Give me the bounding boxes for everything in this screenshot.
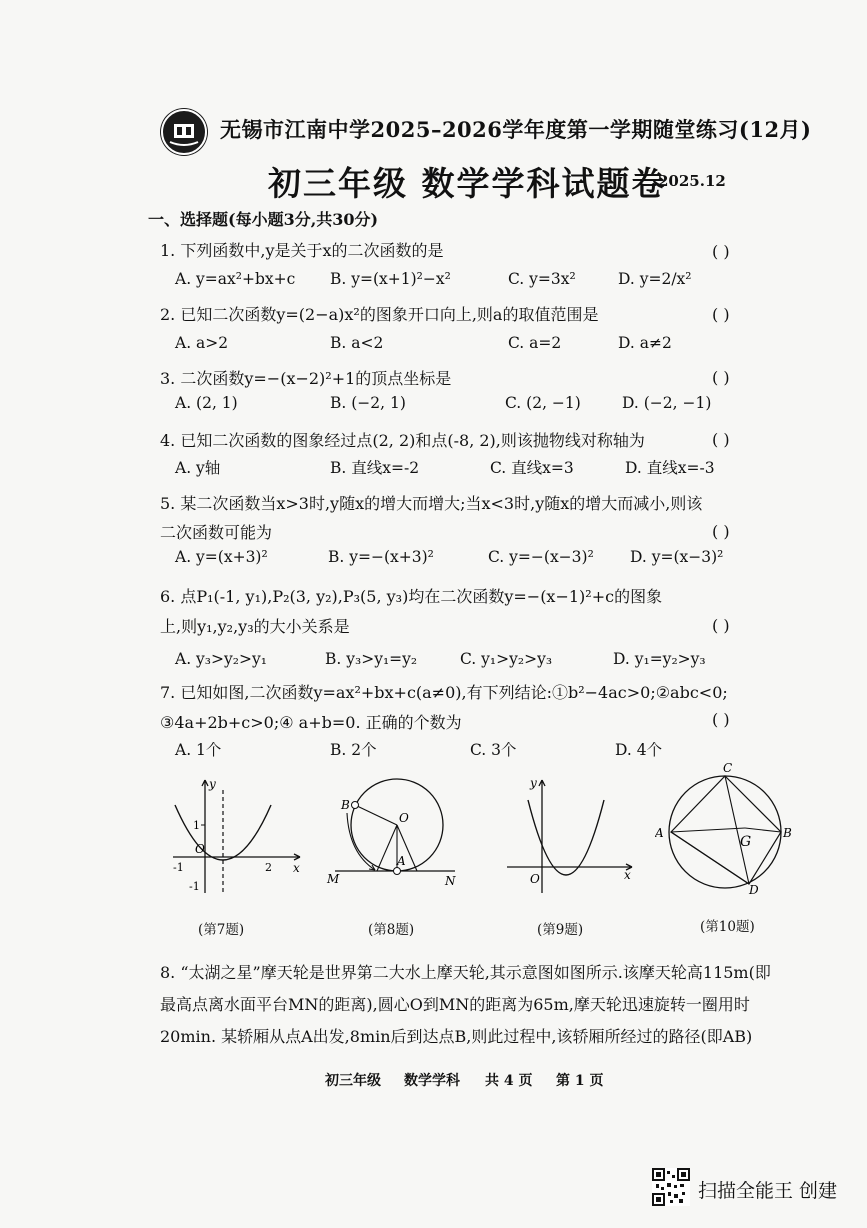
question-6-answer-paren: ( ) <box>712 616 730 635</box>
fig10-label-a: A <box>655 826 664 840</box>
question-5-option-a: A. y=(x+3)² <box>175 548 268 566</box>
question-4-option-d: D. 直线x=-3 <box>625 459 715 477</box>
fig9-label-y: y <box>530 776 537 790</box>
question-5-answer-paren: ( ) <box>712 522 730 541</box>
question-2-option-b: B. a<2 <box>330 334 384 352</box>
question-2-option-a: A. a>2 <box>175 334 229 352</box>
qr-code-icon <box>652 1168 690 1206</box>
fig7-label-2: 2 <box>265 861 272 874</box>
question-3-stem: 3. 二次函数y=−(x−2)²+1的顶点坐标是 <box>160 369 452 388</box>
figure-9-parabola <box>502 775 637 900</box>
question-7-stem: 7. 已知如图,二次函数y=ax²+bx+c(a≠0),有下列结论:①b²−4ac>0;②abc<0; <box>160 683 728 702</box>
fig8-label-b: B <box>341 798 350 812</box>
fig10-label-c: C <box>723 761 733 775</box>
question-2-option-d: D. a≠2 <box>618 334 672 352</box>
figure-7-parabola <box>165 775 310 900</box>
question-3-option-b: B. (−2, 1) <box>330 394 406 412</box>
question-5-option-d: D. y=(x−3)² <box>630 548 724 566</box>
question-5-stem-cont: 二次函数可能为 <box>160 523 273 542</box>
scanner-watermark: 扫描全能王 创建 <box>698 1180 838 1202</box>
question-6-stem: 6. 点P₁(-1, y₁),P₂(3, y₂),P₃(5, y₃)均在二次函数y=−(x−1)²+c的图象 <box>160 587 663 606</box>
question-2-answer-paren: ( ) <box>712 305 730 324</box>
question-3-option-c: C. (2, −1) <box>505 394 581 412</box>
question-7-stem-cont: ③4a+2b+c>0;④ a+b=0. 正确的个数为 <box>160 713 462 732</box>
exam-date: 2025.12 <box>658 172 726 190</box>
figure-8-ferris-wheel <box>325 775 465 900</box>
figure-8-caption: (第8题) <box>368 922 415 938</box>
question-4-option-a: A. y轴 <box>175 459 221 477</box>
question-5-option-c: C. y=−(x−3)² <box>488 548 594 566</box>
question-7-answer-paren: ( ) <box>712 710 730 729</box>
question-1-option-c: C. y=3x² <box>508 270 576 288</box>
question-4-option-c: C. 直线x=3 <box>490 459 574 477</box>
fig9-label-o: O <box>530 872 540 886</box>
fig9-label-x: x <box>624 868 631 882</box>
question-7-option-c: C. 3个 <box>470 741 517 759</box>
fig8-label-m: M <box>327 872 340 886</box>
footer-subject: 数学学科 <box>404 1073 460 1089</box>
question-4-option-b: B. 直线x=-2 <box>330 459 420 477</box>
fig7-label-neg1y: -1 <box>189 880 200 893</box>
fig7-label-x: x <box>293 861 300 875</box>
figure-10-circle <box>655 760 795 900</box>
question-5-stem: 5. 某二次函数当x>3时,y随x的增大而增大;当x<3时,y随x的增大而减小,则该 <box>160 494 703 513</box>
question-2-option-c: C. a=2 <box>508 334 562 352</box>
question-1-answer-paren: ( ) <box>712 242 730 261</box>
question-6-option-d: D. y₁=y₂>y₃ <box>613 650 706 668</box>
question-3-option-d: D. (−2, −1) <box>622 394 712 412</box>
question-5-option-b: B. y=−(x+3)² <box>328 548 434 566</box>
question-8-line-1: 8. “太湖之星”摩天轮是世界第二大水上摩天轮,其示意图如图所示.该摩天轮高115m(即 <box>160 963 771 982</box>
question-3-option-a: A. (2, 1) <box>175 394 238 412</box>
question-1-stem: 1. 下列函数中,y是关于x的二次函数的是 <box>160 241 444 260</box>
school-logo <box>160 108 208 156</box>
figure-7-caption: (第7题) <box>198 922 245 938</box>
section-title: 一、选择题(每小题3分,共30分) <box>148 210 379 229</box>
figure-10-caption: (第10题) <box>700 919 755 935</box>
exam-title: 初三年级 数学学科试题卷 <box>268 164 667 203</box>
fig7-label-1: 1 <box>193 819 200 832</box>
question-7-option-a: A. 1个 <box>175 741 222 759</box>
fig7-label-neg1x: -1 <box>173 861 184 874</box>
question-7-option-b: B. 2个 <box>330 741 377 759</box>
question-8-line-2: 最高点离水面平台MN的距离),圆心O到MN的距离为65m,摩天轮迅速旋转一圈用时 <box>160 995 750 1014</box>
fig8-label-o: O <box>399 811 409 825</box>
fig10-label-d: D <box>749 883 759 897</box>
question-1-option-d: D. y=2/x² <box>618 270 692 288</box>
question-1-option-a: A. y=ax²+bx+c <box>175 270 296 288</box>
fig8-label-a: A <box>397 854 406 868</box>
footer-total-pages: 共 4 页 <box>485 1073 533 1089</box>
fig8-label-n: N <box>445 874 456 888</box>
figure-9-caption: (第9题) <box>537 922 584 938</box>
footer-grade: 初三年级 <box>325 1073 381 1089</box>
fig10-label-b: B <box>783 826 792 840</box>
fig7-label-o: O <box>195 842 205 856</box>
footer-page-number: 第 1 页 <box>556 1073 604 1089</box>
question-4-answer-paren: ( ) <box>712 430 730 449</box>
question-2-stem: 2. 已知二次函数y=(2−a)x²的图象开口向上,则a的取值范围是 <box>160 305 599 324</box>
question-1-option-b: B. y=(x+1)²−x² <box>330 270 451 288</box>
question-6-option-a: A. y₃>y₂>y₁ <box>175 650 267 668</box>
fig7-label-y: y <box>209 777 216 791</box>
school-title: 无锡市江南中学2025–2026学年度第一学期随堂练习(12月) <box>220 117 812 142</box>
fig10-label-g: G <box>740 834 752 850</box>
question-3-answer-paren: ( ) <box>712 368 730 387</box>
question-7-option-d: D. 4个 <box>615 741 663 759</box>
question-4-stem: 4. 已知二次函数的图象经过点(2, 2)和点(-8, 2),则该抛物线对称轴为 <box>160 431 645 450</box>
question-6-stem-cont: 上,则y₁,y₂,y₃的大小关系是 <box>160 617 350 636</box>
question-6-option-b: B. y₃>y₁=y₂ <box>325 650 418 668</box>
question-6-option-c: C. y₁>y₂>y₃ <box>460 650 553 668</box>
question-8-line-3: 20min. 某轿厢从点A出发,8min后到达点B,则此过程中,该轿厢所经过的路径(即AB) <box>160 1027 753 1046</box>
